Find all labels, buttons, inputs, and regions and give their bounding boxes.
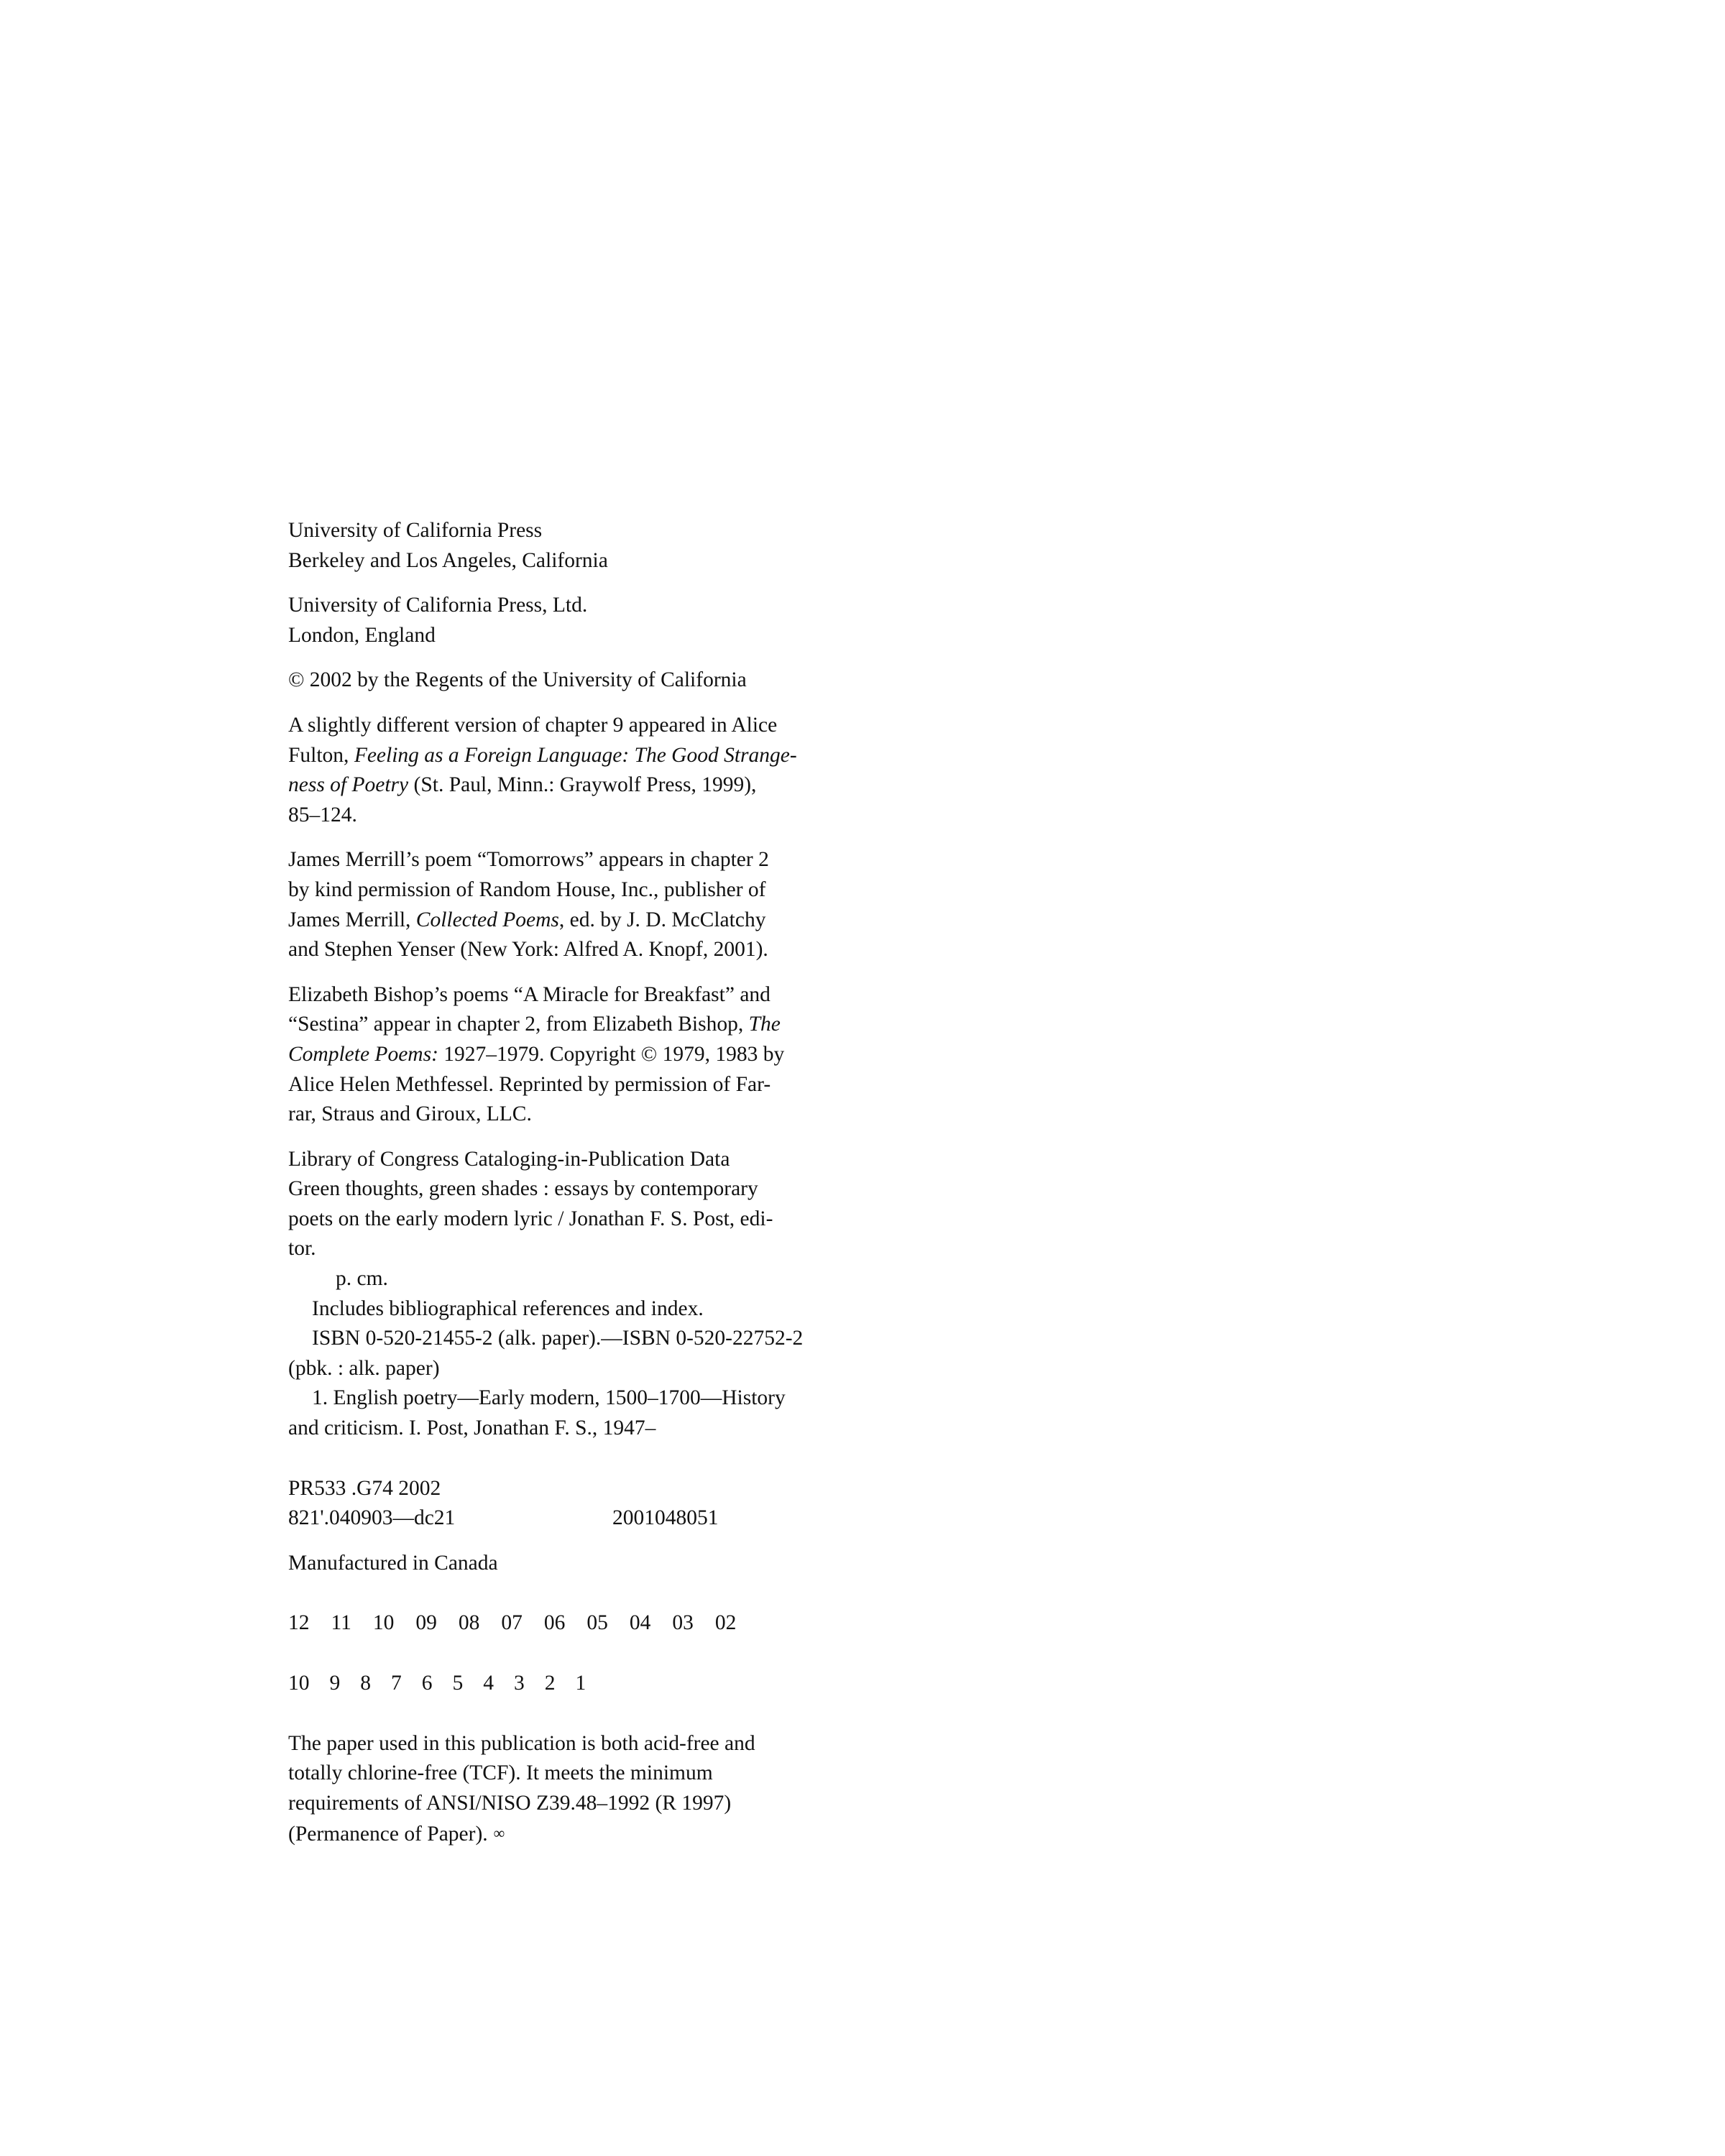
printing-number: 7	[391, 1672, 402, 1695]
printing-year: 07	[501, 1611, 523, 1635]
printing-number: 4	[483, 1672, 494, 1695]
printing-year: 03	[672, 1611, 694, 1635]
cip-line: Includes bibliographical references and index.	[312, 1296, 704, 1320]
printing-numbers	[288, 1669, 863, 1699]
printing-year: 05	[586, 1611, 608, 1635]
publisher-uk	[288, 591, 863, 650]
printing-years-row	[288, 1608, 863, 1639]
dewey-number: 821'.040903—dc21	[288, 1506, 456, 1530]
cip-line: p. cm.	[336, 1267, 388, 1291]
permission-line: James Merrill’s poem “Tomorrows” appears in chapter 2	[288, 848, 769, 872]
printing-year: 02	[714, 1611, 737, 1635]
printing-number: 6	[421, 1672, 433, 1695]
printing-number: 9	[329, 1672, 341, 1695]
publisher-us	[288, 516, 863, 576]
cip-isbn: ISBN 0-520-21455-2 (alk. paper).—ISBN 0-520-22752-2	[312, 1327, 804, 1350]
printing-year: 09	[415, 1611, 437, 1635]
paper-note	[288, 1729, 863, 1850]
cip-line: tor.	[288, 1237, 316, 1261]
copyright-line: © 2002 by the Regents of the University of California	[288, 668, 747, 692]
permission-line: James Merrill, Collected Poems, ed. by J. D. McClatchy	[288, 908, 766, 931]
permission-line: A slightly different version of chapter 9 appeared in Alice	[288, 713, 778, 737]
printing-year: 12	[288, 1611, 310, 1635]
publisher-name: University of California Press	[288, 519, 543, 542]
copyright-page-text	[288, 516, 863, 1865]
paper-line: requirements of ANSI/NISO Z39.48–1992 (R 1997)	[288, 1791, 732, 1815]
classification-line	[288, 1503, 863, 1534]
call-number-line: PR533 .G74 2002	[288, 1476, 441, 1500]
publisher-uk-name: University of California Press, Ltd.	[288, 594, 588, 617]
lccn: 2001048051	[612, 1506, 719, 1530]
paper-line: totally chlorine-free (TCF). It meets the minimum	[288, 1761, 713, 1785]
printing-year: 11	[331, 1611, 351, 1635]
printing-number: 8	[360, 1672, 371, 1695]
cip-line: poets on the early modern lyric / Jonathan F. S. Post, edi-	[288, 1207, 773, 1230]
permission-line: and Stephen Yenser (New York: Alfred A. Knopf, 2001).	[288, 938, 768, 962]
permission-line: rar, Straus and Giroux, LLC.	[288, 1102, 532, 1126]
permission-line: Elizabeth Bishop’s poems “A Miracle for Breakfast” and	[288, 982, 770, 1006]
printing-year: 06	[543, 1611, 566, 1635]
call-number	[288, 1474, 863, 1534]
permission-line: Fulton, Feeling as a Foreign Language: The Good Strange-	[288, 743, 797, 767]
permanence-of-paper-icon: ∞	[493, 1824, 505, 1843]
paper-line: (Permanence of Paper). ∞	[288, 1823, 505, 1846]
permission-line: ness of Poetry (St. Paul, Minn.: Graywolf Press, 1999),	[288, 773, 757, 797]
permission-bishop	[288, 980, 863, 1130]
manufactured-line: Manufactured in Canada	[288, 1551, 498, 1575]
permission-line: “Sestina” appear in chapter 2, from Elizabeth Bishop, The	[288, 1013, 781, 1036]
printing-number: 5	[452, 1672, 464, 1695]
permission-line: 85–124.	[288, 803, 357, 826]
cip-data	[288, 1145, 863, 1444]
cip-line: Green thoughts, green shades : essays by contemporary	[288, 1177, 758, 1201]
paper-line: The paper used in this publication is both acid-free and	[288, 1731, 755, 1755]
permission-chapter9	[288, 711, 863, 830]
permission-line: Complete Poems: 1927–1979. Copyright © 1979, 1983 by	[288, 1042, 785, 1066]
printing-number: 2	[544, 1672, 556, 1695]
permission-line: by kind permission of Random House, Inc., publisher of	[288, 877, 766, 901]
printing-numbers-row	[288, 1669, 863, 1699]
cip-line: and criticism. I. Post, Jonathan F. S., 1947–	[288, 1416, 656, 1440]
manufactured	[288, 1549, 863, 1579]
printing-year: 04	[629, 1611, 651, 1635]
cip-subject: 1. English poetry—Early modern, 1500–1700—History	[312, 1386, 786, 1410]
publisher-uk-location: London, England	[288, 623, 436, 647]
copyright-notice	[288, 665, 863, 696]
publisher-location: Berkeley and Los Angeles, California	[288, 548, 608, 572]
permission-merrill	[288, 845, 863, 964]
printing-year: 10	[372, 1611, 395, 1635]
printing-year: 08	[458, 1611, 480, 1635]
cip-heading: Library of Congress Cataloging-in-Publication Data	[288, 1147, 730, 1171]
printing-number: 1	[575, 1672, 586, 1695]
printing-number: 10	[288, 1672, 310, 1695]
printing-years	[288, 1608, 863, 1639]
cip-line: (pbk. : alk. paper)	[288, 1356, 440, 1380]
permission-line: Alice Helen Methfessel. Reprinted by permission of Far-	[288, 1072, 771, 1096]
printing-number: 3	[514, 1672, 525, 1695]
